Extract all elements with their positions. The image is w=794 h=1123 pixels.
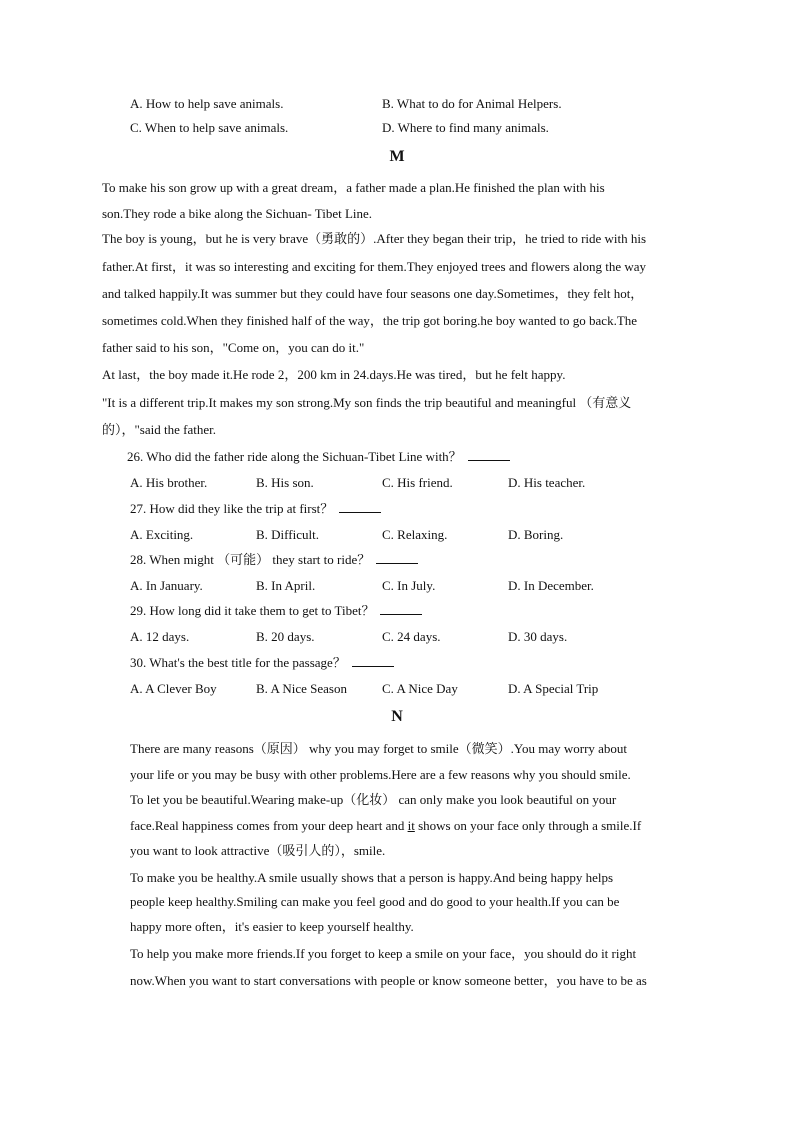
passage-n-line: happy more often，it's easier to keep yourself healthy. — [130, 919, 414, 934]
passage-m-line: father.At first，it was so interesting and exciting for them.They enjoyed trees and flowers along the way — [102, 259, 647, 274]
passage-n-line: now.When you want to start conversations with people or know someone better，you have to be as — [130, 973, 647, 988]
q26-option-c: C. His friend. — [382, 475, 453, 490]
q30-option-a: A. A Clever Boy — [130, 681, 217, 696]
passage-m-line: "It is a different trip.It makes my son strong.My son finds the trip beautiful and meaningful （有意义 — [102, 395, 632, 410]
answer-blank — [339, 501, 381, 513]
passage-m-line: The boy is young，but he is very brave（勇敢的）.After they began their trip，he tried to ride with his — [102, 231, 647, 246]
q28-option-d: D. In December. — [508, 578, 594, 593]
q29-option-a: A. 12 days. — [130, 629, 190, 644]
q27-option-a: A. Exciting. — [130, 527, 194, 542]
passage-n-line — [130, 818, 641, 834]
passage-n-line: you want to look attractive（吸引人的），smile. — [130, 843, 386, 858]
q27-option-d: D. Boring. — [508, 527, 564, 542]
passage-n-line: your life or you may be busy with other problems.Here are a few reasons why you should smile. — [130, 767, 631, 782]
passage-n-line: people keep healthy.Smiling can make you feel good and do good to your health.If you can be — [130, 894, 620, 909]
question-29 — [130, 603, 422, 619]
passage-n-line: To make you be healthy.A smile usually shows that a person is happy.And being happy helps — [130, 870, 614, 885]
q29-option-d: D. 30 days. — [508, 629, 568, 644]
passage-m-line: At last，the boy made it.He rode 2，200 km in 24.days.He was tired，but he felt happy. — [102, 367, 566, 382]
q30-option-c: C. A Nice Day — [382, 681, 458, 696]
q26-option-a: A. His brother. — [130, 475, 208, 490]
question-stem: 26. Who did the father ride along the Sichuan-Tibet Line with？ — [127, 449, 462, 464]
option-c: C. When to help save animals. — [130, 120, 289, 135]
section-m-heading: M — [389, 148, 405, 165]
question-26 — [127, 449, 510, 465]
passage-n-line: There are many reasons（原因） why you may forget to smile（微笑）.You may worry about — [130, 741, 628, 756]
passage-m-line: and talked happily.It was summer but they could have four seasons one day.Sometimes，they felt hot， — [102, 286, 644, 301]
question-stem: 27. How did they like the trip at first？ — [130, 501, 334, 516]
section-n-heading: N — [391, 708, 403, 725]
q30-option-b: B. A Nice Season — [256, 681, 347, 696]
question-stem: 30. What's the best title for the passage？ — [130, 655, 346, 670]
question-stem: 28. When might （可能） they start to ride？ — [130, 552, 371, 567]
passage-m-line: 的），"said the father. — [102, 422, 216, 437]
question-30 — [130, 655, 394, 671]
q30-option-d: D. A Special Trip — [508, 681, 599, 696]
passage-m-line: To make his son grow up with a great dream，a father made a plan.He finished the plan with his — [102, 180, 605, 195]
q26-option-d: D. His teacher. — [508, 475, 586, 490]
q29-option-c: C. 24 days. — [382, 629, 441, 644]
q27-option-b: B. Difficult. — [256, 527, 319, 542]
q27-option-c: C. Relaxing. — [382, 527, 448, 542]
question-27 — [130, 501, 381, 517]
line-text: face.Real happiness comes from your deep heart and — [130, 818, 408, 833]
answer-blank — [380, 603, 422, 615]
passage-m-line: father said to his son，"Come on，you can do it." — [102, 340, 365, 355]
passage-n-line: To let you be beautiful.Wearing make-up（化妆） can only make you look beautiful on your — [130, 792, 617, 807]
q29-option-b: B. 20 days. — [256, 629, 315, 644]
answer-blank — [376, 552, 418, 564]
q26-option-b: B. His son. — [256, 475, 314, 490]
q28-option-a: A. In January. — [130, 578, 203, 593]
answer-blank — [468, 449, 510, 461]
q28-option-b: B. In April. — [256, 578, 316, 593]
passage-m-line: son.They rode a bike along the Sichuan- Tibet Line. — [102, 206, 373, 221]
question-28 — [130, 552, 418, 568]
option-d: D. Where to find many animals. — [382, 120, 549, 135]
q28-option-c: C. In July. — [382, 578, 436, 593]
passage-m-line: sometimes cold.When they finished half of the way，the trip got boring.he boy wanted to go back.The — [102, 313, 638, 328]
underlined-word: it — [407, 818, 415, 833]
option-a: A. How to help save animals. — [130, 96, 284, 111]
question-stem: 29. How long did it take them to get to Tibet？ — [130, 603, 375, 618]
option-b: B. What to do for Animal Helpers. — [382, 96, 562, 111]
answer-blank — [352, 655, 394, 667]
passage-n-line: To help you make more friends.If you forget to keep a smile on your face，you should do it right — [130, 946, 637, 961]
line-text: shows on your face only through a smile.If — [414, 818, 642, 833]
